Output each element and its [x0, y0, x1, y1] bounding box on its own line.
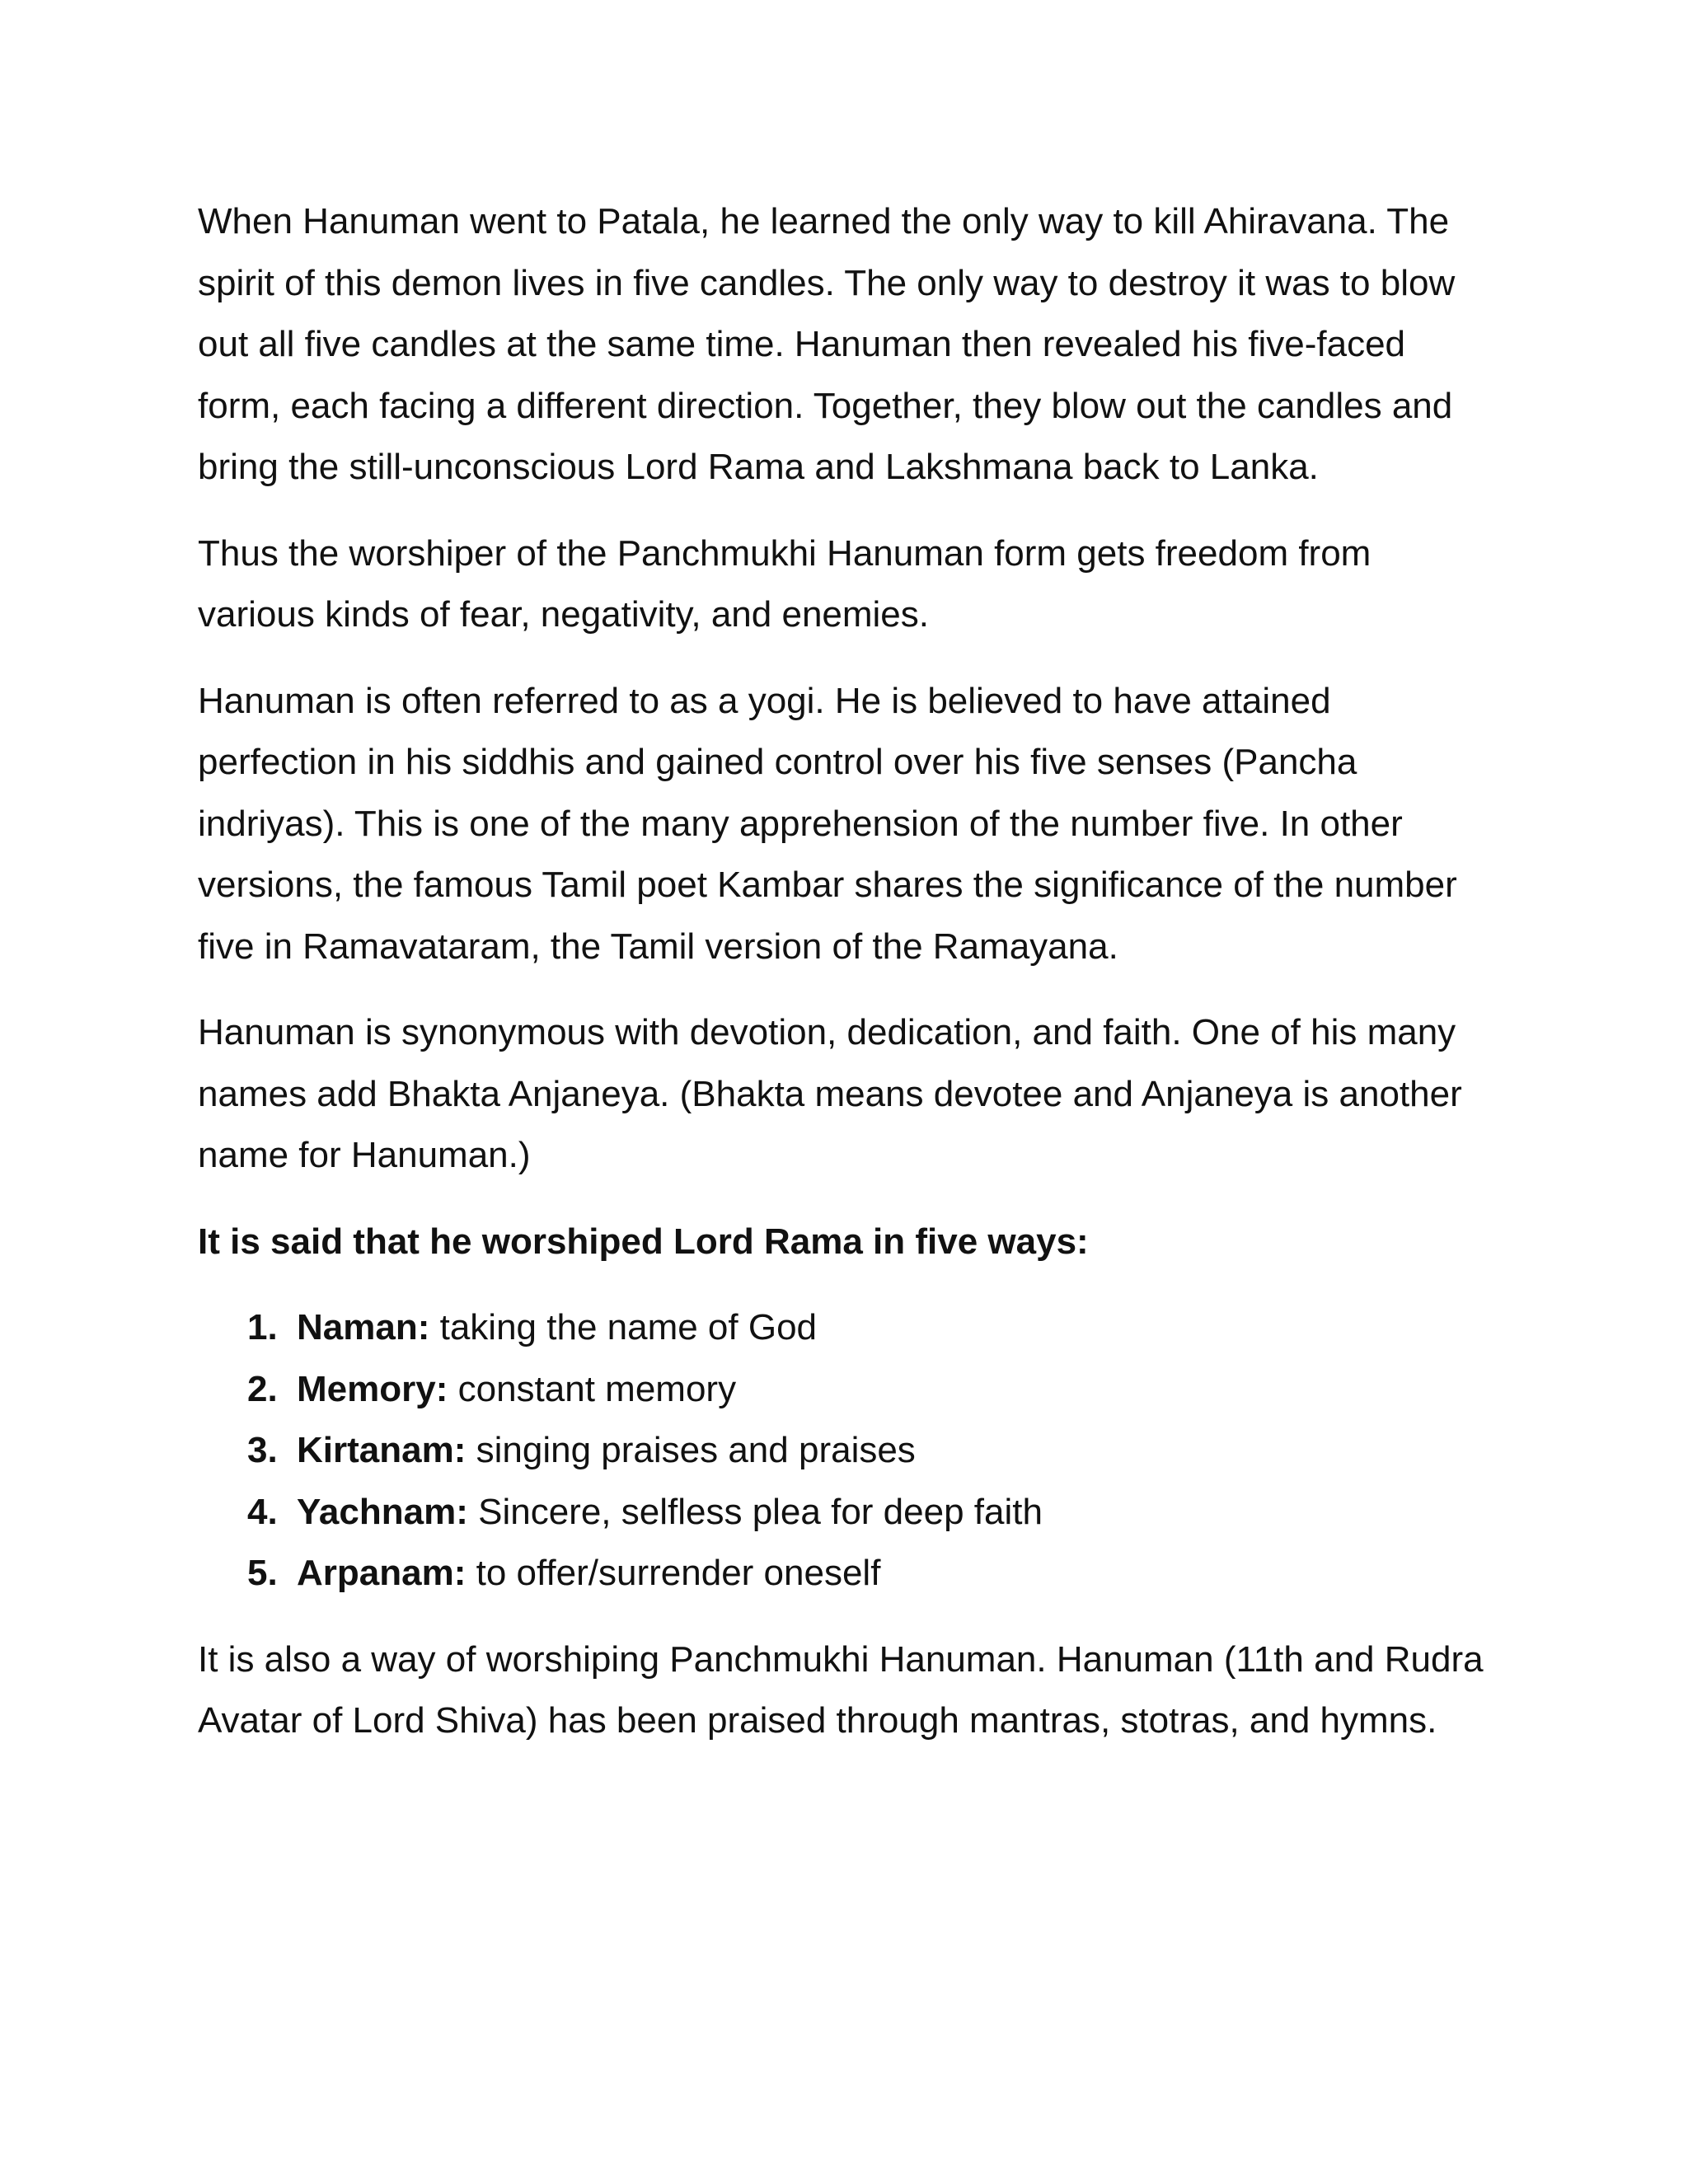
list-item-term: Kirtanam:	[297, 1430, 467, 1470]
ways-list	[198, 1297, 1484, 1605]
list-item-text: constant memory	[457, 1368, 737, 1409]
page-content	[198, 191, 1484, 1777]
list-item-text: singing praises and praises	[476, 1430, 916, 1470]
list-item-term: Yachnam:	[297, 1491, 468, 1532]
paragraph-worshiper-freedom: Thus the worshiper of the Panchmukhi Hanuman form gets freedom from various kinds of fear, negativity, and enemies.	[198, 532, 1372, 635]
list-item-text: taking the name of God	[439, 1307, 818, 1347]
list-item	[198, 1297, 1484, 1359]
list-item-term: Memory:	[297, 1368, 448, 1409]
list-item-number: 4.	[247, 1491, 278, 1532]
paragraph-closing: It is also a way of worshiping Panchmukhi Hanuman. Hanuman (11th and Rudra Avatar of Lord Shiva) has been praised through mantras, stotras, and hymns.	[198, 1638, 1484, 1741]
list-item	[198, 1543, 1484, 1605]
paragraph-patala: When Hanuman went to Patala, he learned the only way to kill Ahiravana. The spirit of this demon lives in five candles. The only way to destroy it was to blow out all five candles at the same time. Hanuman then revealed his five-faced form, each facing a different direction. Together, they blow out the candles and bring the still-unconscious Lord Rama and Lakshmana back to Lanka.	[198, 201, 1456, 487]
list-item-number: 2.	[247, 1368, 278, 1409]
list-item	[198, 1359, 1484, 1421]
list-item-term: Naman:	[297, 1307, 430, 1347]
list-item-number: 3.	[247, 1430, 278, 1470]
list-item	[198, 1482, 1484, 1544]
list-item-number: 5.	[247, 1553, 278, 1593]
paragraph-devotion: Hanuman is synonymous with devotion, dedication, and faith. One of his many names add Bhakta Anjaneya. (Bhakta means devotee and Anjaneya is another name for Hanuman.)	[198, 1012, 1462, 1175]
paragraph-yogi: Hanuman is often referred to as a yogi. He is believed to have attained perfection in his siddhis and gained control over his five senses (Pancha indriyas). This is one of the many apprehension of the number five. In other versions, the famous Tamil poet Kambar shares the significance of the number five in Ramavataram, the Tamil version of the Ramayana.	[198, 680, 1457, 967]
list-item-text: to offer/surrender oneself	[476, 1553, 881, 1593]
list-item-text: Sincere, selfless plea for deep faith	[478, 1491, 1043, 1532]
list-item-number: 1.	[247, 1307, 278, 1347]
list-item-term: Arpanam:	[297, 1553, 467, 1593]
ways-heading: It is said that he worshiped Lord Rama in five ways:	[198, 1221, 1089, 1262]
list-item	[198, 1420, 1484, 1482]
